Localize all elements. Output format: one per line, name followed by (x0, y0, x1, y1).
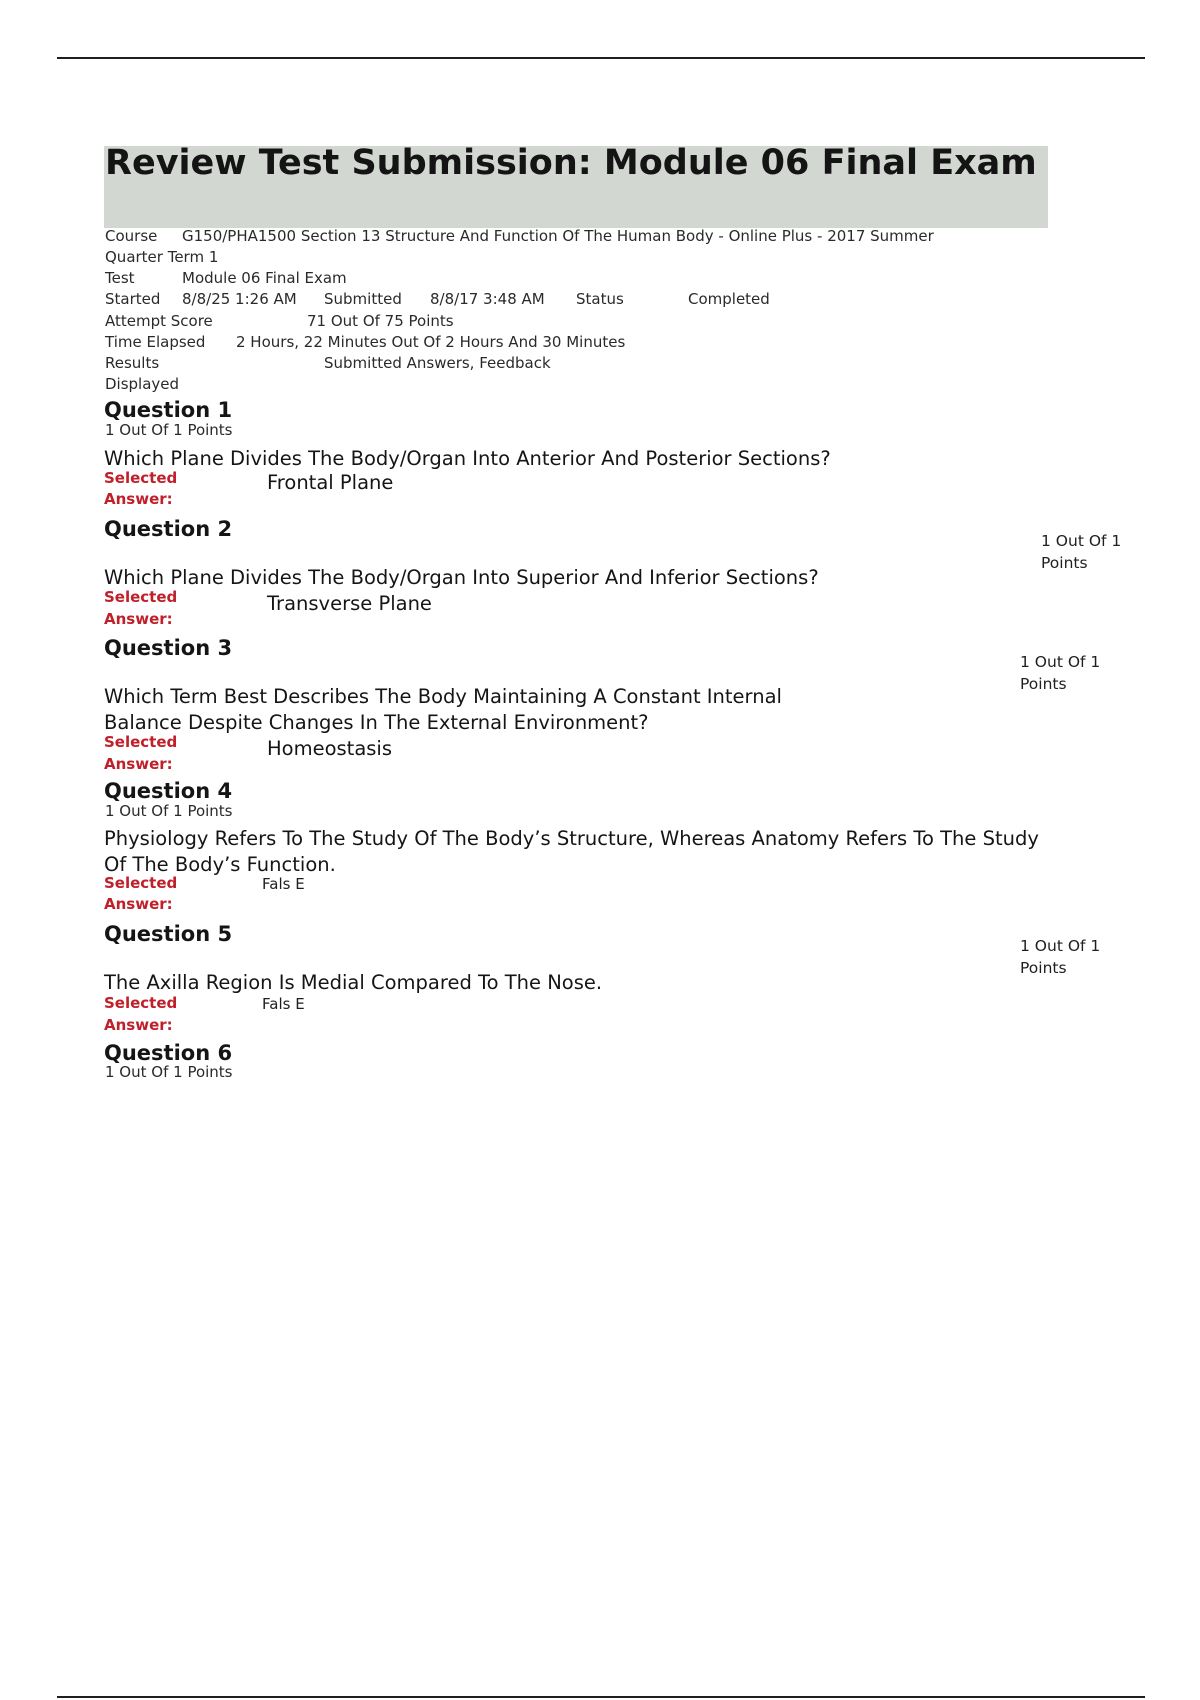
question-text: Which Plane Divides The Body/Organ Into Anterior And Posterior Sections? (104, 447, 831, 470)
question-text: The Axilla Region Is Medial Compared To The Nose. (104, 971, 603, 994)
question-heading: Question 4 (104, 779, 233, 803)
answer-label: Answer: (104, 490, 173, 508)
points-line: 1 Out Of 1 (1020, 937, 1101, 955)
selected-answer: Transverse Plane (267, 592, 432, 615)
test-label: Test (105, 269, 135, 287)
selected-answer: Fals E (262, 995, 305, 1013)
bottom-divider (57, 1696, 1145, 1698)
question-points (1041, 530, 1151, 574)
submitted-value: 8/8/17 3:48 AM (430, 290, 545, 308)
question-text: Which Plane Divides The Body/Organ Into Superior And Inferior Sections? (104, 566, 819, 589)
question-heading: Question 3 (104, 636, 233, 660)
submitted-label: Submitted (324, 290, 402, 308)
points-line: Points (1041, 554, 1088, 572)
question-points: 1 Out Of 1 Points (105, 1063, 233, 1081)
started-value: 8/8/25 1:26 AM (182, 290, 297, 308)
question-points (1020, 935, 1130, 979)
points-line: Points (1020, 959, 1067, 977)
points-line: 1 Out Of 1 (1020, 653, 1101, 671)
test-value: Module 06 Final Exam (182, 269, 347, 287)
status-label: Status (576, 290, 624, 308)
question-text-cont: Balance Despite Changes In The External Environment? (104, 711, 649, 734)
course-label: Course (105, 227, 158, 245)
question-points: 1 Out Of 1 Points (105, 421, 233, 439)
answer-label: Answer: (104, 755, 173, 773)
question-text-cont: Of The Body’s Function. (104, 853, 336, 876)
selected-label: Selected (104, 733, 178, 751)
top-divider (57, 57, 1145, 59)
course-value: G150/PHA1500 Section 13 Structure And Function Of The Human Body - Online Plus - 2017 Summer (182, 227, 934, 245)
question-text: Which Term Best Describes The Body Maintaining A Constant Internal (104, 685, 782, 708)
question-text: Physiology Refers To The Study Of The Body’s Structure, Whereas Anatomy Refers To The Study (104, 827, 1039, 850)
score-value: 71 Out Of 75 Points (307, 312, 454, 330)
points-line: Points (1020, 675, 1067, 693)
answer-label: Answer: (104, 610, 173, 628)
course-value-cont: Quarter Term 1 (105, 248, 219, 266)
results-label: Results (105, 354, 160, 372)
score-label: Attempt Score (105, 312, 213, 330)
status-value: Completed (688, 290, 770, 308)
answer-label: Answer: (104, 1016, 173, 1034)
elapsed-value: 2 Hours, 22 Minutes Out Of 2 Hours And 30 Minutes (236, 333, 626, 351)
question-heading: Question 5 (104, 922, 233, 946)
question-points: 1 Out Of 1 Points (105, 802, 233, 820)
points-line: 1 Out Of 1 (1041, 532, 1122, 550)
selected-answer: Frontal Plane (267, 471, 394, 494)
question-heading: Question 6 (104, 1041, 233, 1065)
selected-label: Selected (104, 994, 178, 1012)
selected-answer: Homeostasis (267, 737, 393, 760)
selected-answer: Fals E (262, 875, 305, 893)
page-title: Review Test Submission: Module 06 Final Exam (105, 143, 1037, 183)
results-value: Submitted Answers, Feedback (324, 354, 551, 372)
answer-label: Answer: (104, 895, 173, 913)
selected-label: Selected (104, 874, 178, 892)
results-label-cont: Displayed (105, 375, 180, 393)
question-points (1020, 651, 1130, 695)
question-heading: Question 2 (104, 517, 233, 541)
question-heading: Question 1 (104, 398, 233, 422)
selected-label: Selected (104, 588, 178, 606)
selected-label: Selected (104, 469, 178, 487)
started-label: Started (105, 290, 161, 308)
elapsed-label: Time Elapsed (105, 333, 206, 351)
